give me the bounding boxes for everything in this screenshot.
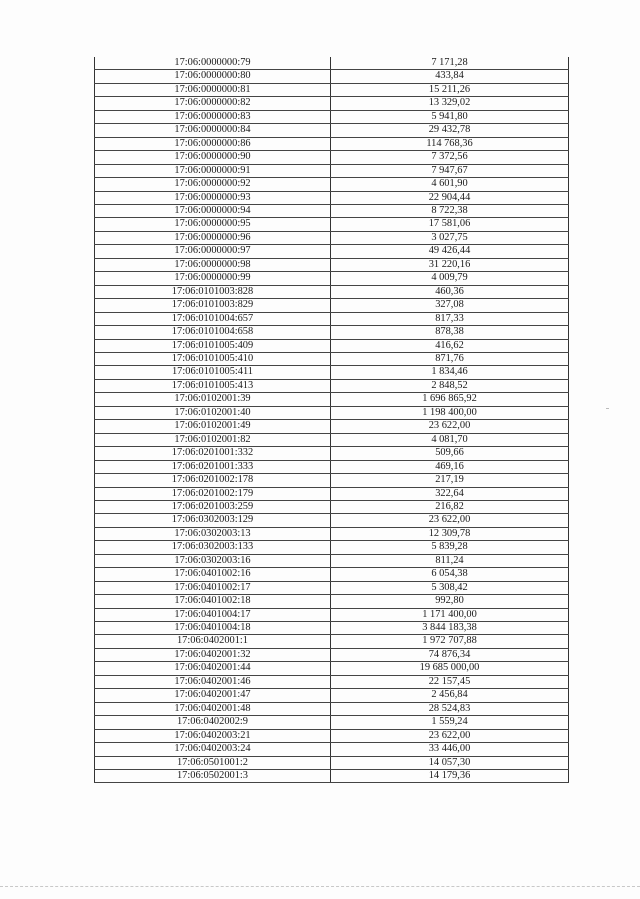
value-cell: 4 009,79 xyxy=(331,272,569,285)
value-cell: 3 027,75 xyxy=(331,231,569,244)
cadastral-number-cell: 17:06:0000000:83 xyxy=(95,110,331,123)
table-row xyxy=(95,178,569,191)
table-row xyxy=(95,433,569,446)
value-cell: 28 524,83 xyxy=(331,702,569,715)
table-row xyxy=(95,648,569,661)
table-row xyxy=(95,662,569,675)
value-cell: 114 768,36 xyxy=(331,137,569,150)
value-cell: 12 309,78 xyxy=(331,527,569,540)
value-cell: 74 876,34 xyxy=(331,648,569,661)
value-cell: 6 054,38 xyxy=(331,568,569,581)
table-row xyxy=(95,393,569,406)
table-row xyxy=(95,447,569,460)
cadastral-number-cell: 17:06:0101005:411 xyxy=(95,366,331,379)
value-cell: 7 372,56 xyxy=(331,151,569,164)
table-row xyxy=(95,729,569,742)
table-row xyxy=(95,285,569,298)
table-row xyxy=(95,57,569,70)
value-cell: 7 947,67 xyxy=(331,164,569,177)
table-row xyxy=(95,326,569,339)
value-cell: 5 941,80 xyxy=(331,110,569,123)
table-row xyxy=(95,500,569,513)
cadastral-number-cell: 17:06:0402001:47 xyxy=(95,689,331,702)
cadastral-number-cell: 17:06:0000000:95 xyxy=(95,218,331,231)
cadastral-number-cell: 17:06:0101005:413 xyxy=(95,379,331,392)
value-cell: 23 622,00 xyxy=(331,514,569,527)
value-cell: 1 972 707,88 xyxy=(331,635,569,648)
table-row xyxy=(95,702,569,715)
cadastral-number-cell: 17:06:0302003:133 xyxy=(95,541,331,554)
cadastral-number-cell: 17:06:0000000:81 xyxy=(95,83,331,96)
cadastral-number-cell: 17:06:0302003:129 xyxy=(95,514,331,527)
value-cell: 811,24 xyxy=(331,554,569,567)
value-cell: 29 432,78 xyxy=(331,124,569,137)
table-row xyxy=(95,204,569,217)
cadastral-number-cell: 17:06:0000000:79 xyxy=(95,57,331,70)
cadastral-number-cell: 17:06:0402001:46 xyxy=(95,675,331,688)
cadastral-number-cell: 17:06:0101004:658 xyxy=(95,326,331,339)
table-row xyxy=(95,83,569,96)
table-row xyxy=(95,756,569,769)
cadastral-number-cell: 17:06:0102001:49 xyxy=(95,420,331,433)
value-cell: 22 157,45 xyxy=(331,675,569,688)
value-cell: 8 722,38 xyxy=(331,204,569,217)
table-row xyxy=(95,743,569,756)
cadastral-number-cell: 17:06:0101004:657 xyxy=(95,312,331,325)
table-row xyxy=(95,474,569,487)
table-row xyxy=(95,675,569,688)
cadastral-number-cell: 17:06:0201002:178 xyxy=(95,474,331,487)
cadastral-number-cell: 17:06:0401004:18 xyxy=(95,622,331,635)
cadastral-number-cell: 17:06:0402001:44 xyxy=(95,662,331,675)
cadastral-number-cell: 17:06:0000000:98 xyxy=(95,258,331,271)
cadastral-number-cell: 17:06:0102001:40 xyxy=(95,406,331,419)
table-row xyxy=(95,366,569,379)
table-row xyxy=(95,716,569,729)
value-cell: 1 696 865,92 xyxy=(331,393,569,406)
value-cell: 14 179,36 xyxy=(331,770,569,783)
table-row xyxy=(95,218,569,231)
cadastral-number-cell: 17:06:0402001:32 xyxy=(95,648,331,661)
cadastral-number-cell: 17:06:0201001:333 xyxy=(95,460,331,473)
value-cell: 5 839,28 xyxy=(331,541,569,554)
value-cell: 33 446,00 xyxy=(331,743,569,756)
cadastral-number-cell: 17:06:0401004:17 xyxy=(95,608,331,621)
value-cell: 217,19 xyxy=(331,474,569,487)
cadastral-number-cell: 17:06:0402001:48 xyxy=(95,702,331,715)
cadastral-number-cell: 17:06:0102001:39 xyxy=(95,393,331,406)
cadastral-number-cell: 17:06:0501001:2 xyxy=(95,756,331,769)
cadastral-number-cell: 17:06:0101005:410 xyxy=(95,352,331,365)
cadastral-number-cell: 17:06:0102001:82 xyxy=(95,433,331,446)
cadastral-number-cell: 17:06:0402002:9 xyxy=(95,716,331,729)
cadastral-number-cell: 17:06:0502001:3 xyxy=(95,770,331,783)
value-cell: 4 081,70 xyxy=(331,433,569,446)
value-cell: 17 581,06 xyxy=(331,218,569,231)
value-cell: 15 211,26 xyxy=(331,83,569,96)
table-row xyxy=(95,352,569,365)
value-cell: 2 456,84 xyxy=(331,689,569,702)
value-cell: 878,38 xyxy=(331,326,569,339)
value-cell: 31 220,16 xyxy=(331,258,569,271)
table-row xyxy=(95,460,569,473)
table-row xyxy=(95,339,569,352)
value-cell: 433,84 xyxy=(331,70,569,83)
table-row xyxy=(95,595,569,608)
table-row xyxy=(95,527,569,540)
scan-edge-line xyxy=(0,886,640,887)
cadastral-number-cell: 17:06:0302003:16 xyxy=(95,554,331,567)
cadastral-number-cell: 17:06:0000000:82 xyxy=(95,97,331,110)
cadastral-number-cell: 17:06:0000000:96 xyxy=(95,231,331,244)
table-row xyxy=(95,137,569,150)
cadastral-number-cell: 17:06:0201001:332 xyxy=(95,447,331,460)
table-row xyxy=(95,487,569,500)
cadastral-number-cell: 17:06:0000000:92 xyxy=(95,178,331,191)
cadastral-number-cell: 17:06:0401002:16 xyxy=(95,568,331,581)
cadastral-number-cell: 17:06:0000000:90 xyxy=(95,151,331,164)
table-row xyxy=(95,97,569,110)
table-row xyxy=(95,191,569,204)
cadastral-number-cell: 17:06:0000000:99 xyxy=(95,272,331,285)
value-cell: 216,82 xyxy=(331,500,569,513)
value-cell: 4 601,90 xyxy=(331,178,569,191)
value-cell: 1 198 400,00 xyxy=(331,406,569,419)
value-cell: 1 171 400,00 xyxy=(331,608,569,621)
value-cell: 23 622,00 xyxy=(331,729,569,742)
cadastral-number-cell: 17:06:0201002:179 xyxy=(95,487,331,500)
table-row xyxy=(95,406,569,419)
cadastral-number-cell: 17:06:0401002:17 xyxy=(95,581,331,594)
value-cell: 2 848,52 xyxy=(331,379,569,392)
value-cell: 22 904,44 xyxy=(331,191,569,204)
cadastral-number-cell: 17:06:0101005:409 xyxy=(95,339,331,352)
value-cell: 3 844 183,38 xyxy=(331,622,569,635)
cadastral-number-cell: 17:06:0000000:93 xyxy=(95,191,331,204)
table-row xyxy=(95,541,569,554)
table-row xyxy=(95,420,569,433)
value-cell: 5 308,42 xyxy=(331,581,569,594)
value-cell: 460,36 xyxy=(331,285,569,298)
cadastral-number-cell: 17:06:0402001:1 xyxy=(95,635,331,648)
table-row xyxy=(95,70,569,83)
cadastral-number-cell: 17:06:0000000:94 xyxy=(95,204,331,217)
cadastral-number-cell: 17:06:0402003:24 xyxy=(95,743,331,756)
value-cell: 1 559,24 xyxy=(331,716,569,729)
cadastral-number-cell: 17:06:0201003:259 xyxy=(95,500,331,513)
table-row xyxy=(95,151,569,164)
table-row xyxy=(95,622,569,635)
cadastral-number-cell: 17:06:0101003:829 xyxy=(95,299,331,312)
value-cell: 469,16 xyxy=(331,460,569,473)
value-cell: 23 622,00 xyxy=(331,420,569,433)
cadastral-number-cell: 17:06:0000000:80 xyxy=(95,70,331,83)
cadastral-number-cell: 17:06:0000000:84 xyxy=(95,124,331,137)
cadastral-number-cell: 17:06:0000000:91 xyxy=(95,164,331,177)
value-cell: 817,33 xyxy=(331,312,569,325)
cadastral-number-cell: 17:06:0101003:828 xyxy=(95,285,331,298)
table-row xyxy=(95,554,569,567)
value-cell: 49 426,44 xyxy=(331,245,569,258)
table-row xyxy=(95,258,569,271)
value-cell: 416,62 xyxy=(331,339,569,352)
table-row xyxy=(95,608,569,621)
table-row xyxy=(95,124,569,137)
cadastral-number-cell: 17:06:0401002:18 xyxy=(95,595,331,608)
value-cell: 327,08 xyxy=(331,299,569,312)
table-row xyxy=(95,568,569,581)
cadastral-number-cell: 17:06:0302003:13 xyxy=(95,527,331,540)
table-row xyxy=(95,231,569,244)
table-row xyxy=(95,312,569,325)
cadastral-value-table xyxy=(94,57,569,783)
table-row xyxy=(95,581,569,594)
table-row xyxy=(95,164,569,177)
table-row xyxy=(95,272,569,285)
value-cell: 13 329,02 xyxy=(331,97,569,110)
value-cell: 322,64 xyxy=(331,487,569,500)
value-cell: 871,76 xyxy=(331,352,569,365)
cadastral-number-cell: 17:06:0402003:21 xyxy=(95,729,331,742)
scan-speck xyxy=(606,408,609,409)
value-cell: 19 685 000,00 xyxy=(331,662,569,675)
value-cell: 7 171,28 xyxy=(331,57,569,70)
table-row xyxy=(95,514,569,527)
table-row xyxy=(95,299,569,312)
table-row xyxy=(95,689,569,702)
value-cell: 509,66 xyxy=(331,447,569,460)
value-cell: 14 057,30 xyxy=(331,756,569,769)
value-cell: 992,80 xyxy=(331,595,569,608)
table-row xyxy=(95,770,569,783)
table-row xyxy=(95,245,569,258)
cadastral-number-cell: 17:06:0000000:86 xyxy=(95,137,331,150)
cadastral-number-cell: 17:06:0000000:97 xyxy=(95,245,331,258)
table-row xyxy=(95,379,569,392)
value-cell: 1 834,46 xyxy=(331,366,569,379)
table-row xyxy=(95,110,569,123)
table-row xyxy=(95,635,569,648)
table-body xyxy=(95,57,569,783)
